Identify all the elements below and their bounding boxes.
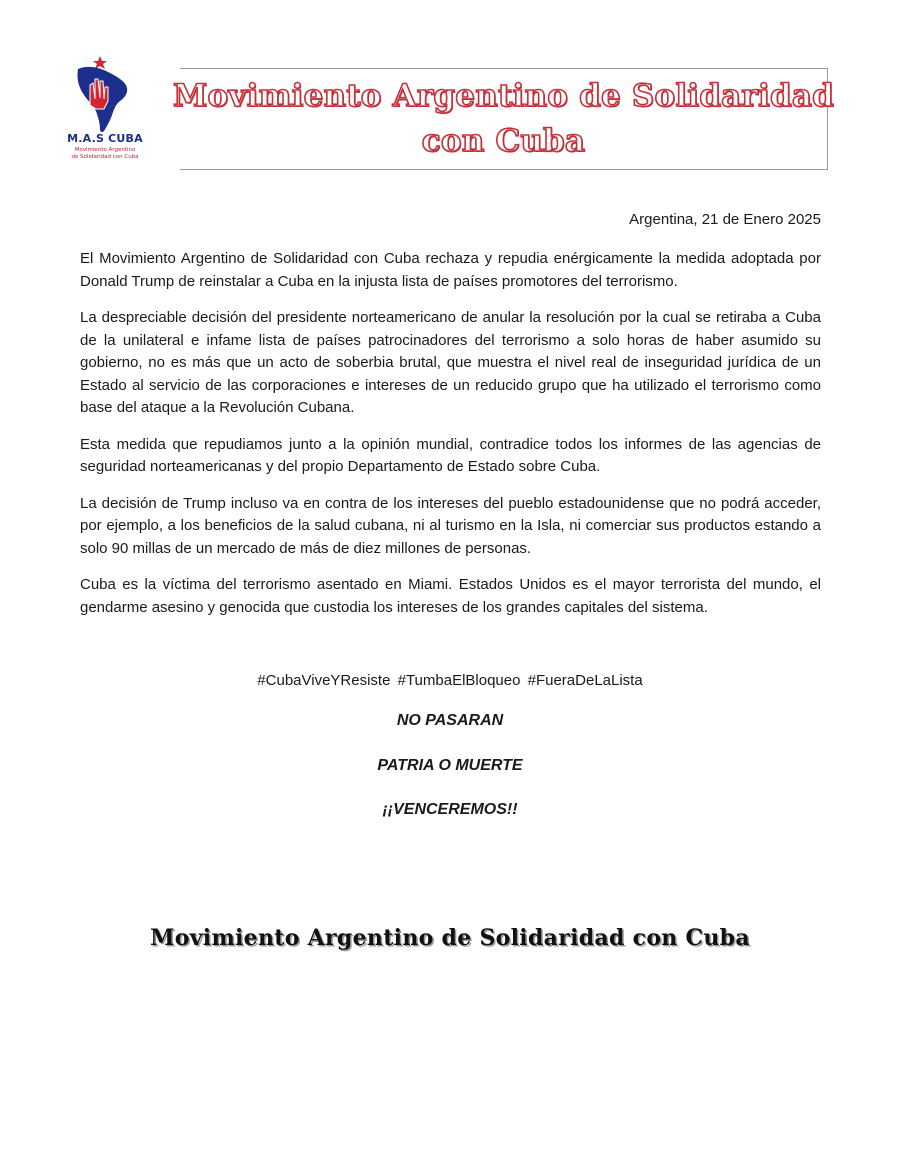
letterhead-title-line-1: Movimiento Argentino de Solidaridad (173, 78, 834, 114)
organization-logo (60, 55, 160, 167)
letter-date: Argentina, 21 de Enero 2025 (629, 211, 821, 228)
south-america-hand-icon (60, 55, 150, 135)
logo-subtitle-line-2: de Solidaridad con Cuba (71, 153, 139, 160)
logo-subtitle-line-1: Movimiento Argentino (74, 147, 136, 153)
body-paragraph-5: Cuba es la víctima del terrorismo asentado en Miami. Estados Unidos es el mayor terrorista del mundo, el gendarme asesino y genocida que custodia los intereses de los grandes capitales del sistema. (80, 576, 821, 616)
hashtags: #CubaViveYResiste #TumbaElBloqueo #FueraDeLaLista (257, 672, 643, 689)
logo-abbreviation: M.A.S CUBA (67, 132, 143, 145)
body-paragraph-2: La despreciable decisión del presidente norteamericano de anular la resolución por la cual se retiraba a Cuba de la unilateral e infame lista de países patrocinadores del terrorismo a solo horas de haber asumido su gobierno, no es más que un acto de soberbia brutal, que muestra el nivel real de inseguridad jurídica de un Estado al servicio de las corporaciones e intereses de un reducido grupo que ha utilizado el terrorismo como base del ataque a la Revolución Cubana. (80, 309, 821, 416)
slogan-no-pasaran: NO PASARAN (396, 712, 504, 729)
body-paragraph-4: La decisión de Trump incluso va en contra de los intereses del pueblo estadounidense que no podrá acceder, por ejemplo, a los beneficios de la salud cubana, ni al turismo en la Isla, ni comerciar sus productos estando a solo 90 millas de un mercado de más de diez millones de personas. (80, 494, 821, 557)
letterhead-title-line-2: con Cuba (421, 123, 586, 159)
signature: Movimiento Argentino de Solidaridad con Cuba (150, 925, 750, 951)
letterhead-title-box (173, 68, 834, 170)
body-paragraph-1: El Movimiento Argentino de Solidaridad con Cuba rechaza y repudia enérgicamente la medida adoptada por Donald Trump de reinstalar a Cuba en la injusta lista de países promotores del terrorismo. (80, 250, 821, 290)
body-paragraph-3: Esta medida que repudiamos junto a la opinión mundial, contradice todos los informes de las agencias de seguridad norteamericanas y del propio Departamento de Estado sobre Cuba. (80, 435, 821, 475)
logo-subtitle (60, 147, 150, 160)
letter-body (80, 248, 821, 633)
slogan-venceremos: ¡¡VENCEREMOS!! (382, 801, 518, 818)
slogan-patria-o-muerte: PATRIA O MUERTE (377, 757, 523, 774)
